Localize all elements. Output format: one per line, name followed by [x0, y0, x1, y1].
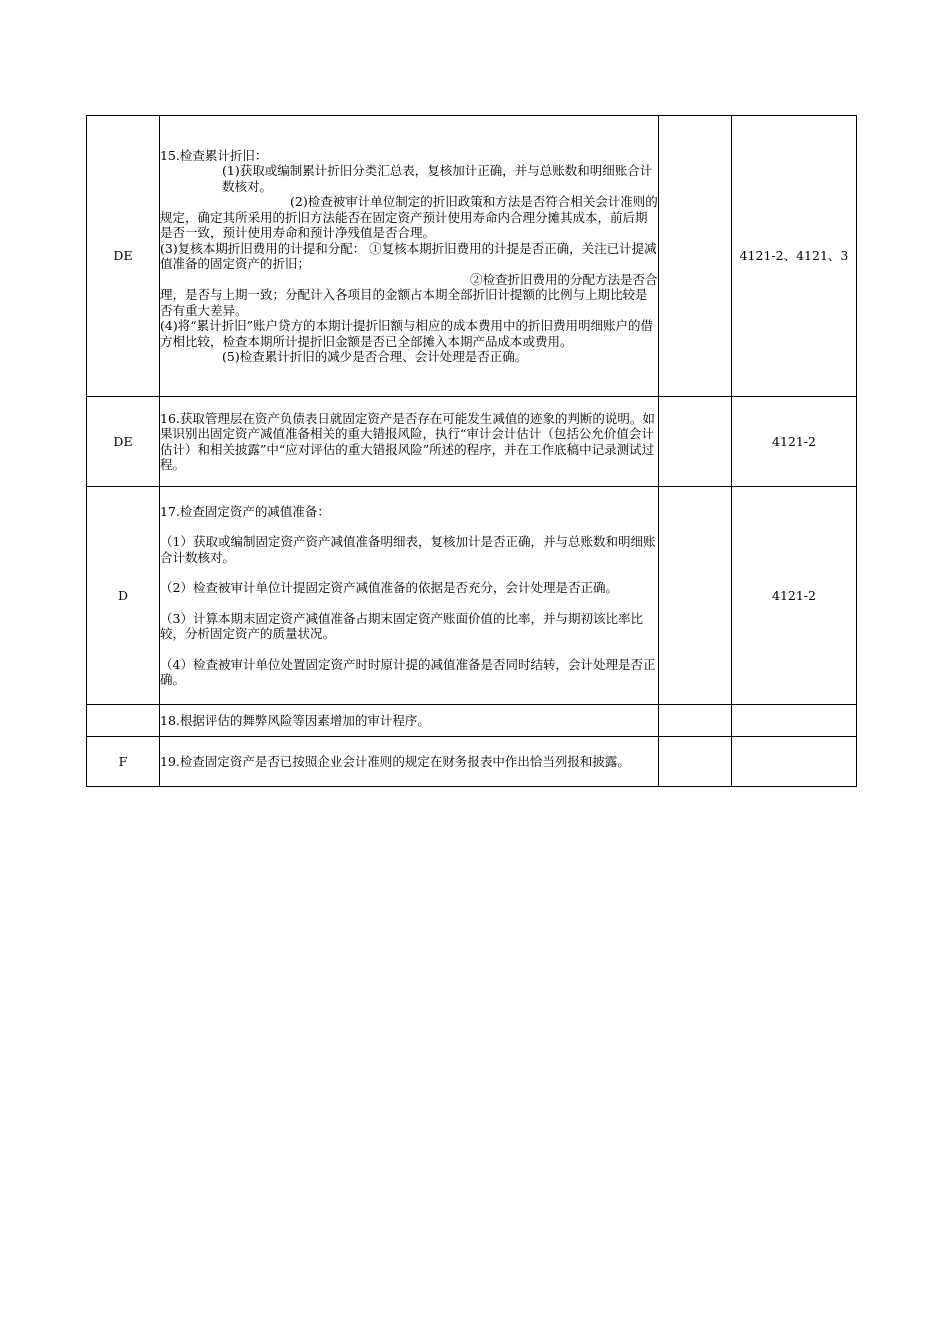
- procedure-step: ②检查折旧费用的分配方法是否合理，是否与上期一致；分配计入各项目的金额占本期全部折旧计提额的比例与上期比较是否有重大差异。: [160, 271, 658, 318]
- workpaper-ref-cell: 4121-2: [732, 397, 857, 487]
- workpaper-ref-cell: [732, 737, 857, 787]
- procedure-cell: [160, 397, 659, 487]
- procedure-heading: 19.检查固定资产是否已按照企业会计准则的规定在财务报表中作出恰当列报和披露。: [160, 753, 630, 769]
- assertion-code-cell: D: [87, 487, 160, 705]
- blank-cell: [659, 737, 732, 787]
- assertion-code-cell: F: [87, 737, 160, 787]
- procedure-step: （2）检查被审计单位计提固定资产减值准备的依据是否充分，会计处理是否正确。: [160, 580, 618, 595]
- workpaper-ref-cell: [732, 705, 857, 737]
- table-row-17: [87, 487, 857, 705]
- assertion-code-cell: DE: [87, 397, 160, 487]
- assertion-code-cell: [87, 705, 160, 737]
- procedure-heading: 15.检查累计折旧：: [160, 147, 268, 163]
- audit-procedure-table: [86, 115, 857, 787]
- procedure-step: （1）获取或编制固定资产资产减值准备明细表，复核加计是否正确，并与总账数和明细账合计数核对。: [160, 534, 656, 565]
- table-row-16: [87, 397, 857, 487]
- table-row-19: [87, 737, 857, 787]
- procedure-step: (1)获取或编制累计折旧分类汇总表，复核加计正确，并与总账数和明细账合计数核对。: [222, 163, 653, 194]
- procedure-cell: [160, 737, 659, 787]
- procedure-step: (2)检查被审计单位制定的折旧政策和方法是否符合相关会计准则的规定，确定其所采用的折旧方法能否在固定资产预计使用寿命内合理分摊其成本，前后期是否一致，预计使用寿命和预计净残值是否合理。: [160, 194, 658, 240]
- procedure-step: (3)复核本期折旧费用的计提和分配： ①复核本期折旧费用的计提是否正确，关注已计提减值准备的固定资产的折旧；: [160, 240, 657, 271]
- assertion-code-cell: DE: [87, 116, 160, 397]
- procedure-step: （4）检查被审计单位处置固定资产时时原计提的减值准备是否同时结转，会计处理是否正确。: [160, 656, 656, 687]
- blank-cell: [659, 397, 732, 487]
- procedure-cell: [160, 487, 659, 705]
- table-row-18: [87, 705, 857, 737]
- procedure-heading: 16.获取管理层在资产负债表日就固定资产是否存在可能发生减值的迹象的判断的说明。如果识别出固定资产减值准备相关的重大错报风险，执行“审计会计估计（包括公允价值会计估计）和相关披露”中“应对评估的重大错报风险”所述的程序，并在工作底稿中记录测试过程。: [160, 410, 655, 472]
- procedure-heading: 17.检查固定资产的减值准备：: [160, 503, 330, 519]
- table-row-15: [87, 116, 857, 397]
- procedure-step: (4)将“累计折旧”账户贷方的本期计提折旧额与相应的成本费用中的折旧费用明细账户的借方相比较，检查本期所计提折旧金额是否已全部摊入本期产品成本或费用。: [160, 318, 653, 349]
- workpaper-ref-cell: 4121-2、4121、3: [732, 116, 857, 397]
- blank-cell: [659, 487, 732, 705]
- procedure-cell: [160, 705, 659, 737]
- blank-cell: [659, 705, 732, 737]
- procedure-step: (5)检查累计折旧的减少是否合理、会计处理是否正确。: [222, 349, 528, 364]
- blank-cell: [659, 116, 732, 397]
- procedure-step: （3）计算本期末固定资产减值准备占期末固定资产账面价值的比率，并与期初该比率比较，分析固定资产的质量状况。: [160, 610, 643, 641]
- procedure-heading: 18.根据评估的舞弊风险等因素增加的审计程序。: [160, 712, 430, 728]
- procedure-cell: [160, 116, 659, 397]
- workpaper-ref-cell: 4121-2: [732, 487, 857, 705]
